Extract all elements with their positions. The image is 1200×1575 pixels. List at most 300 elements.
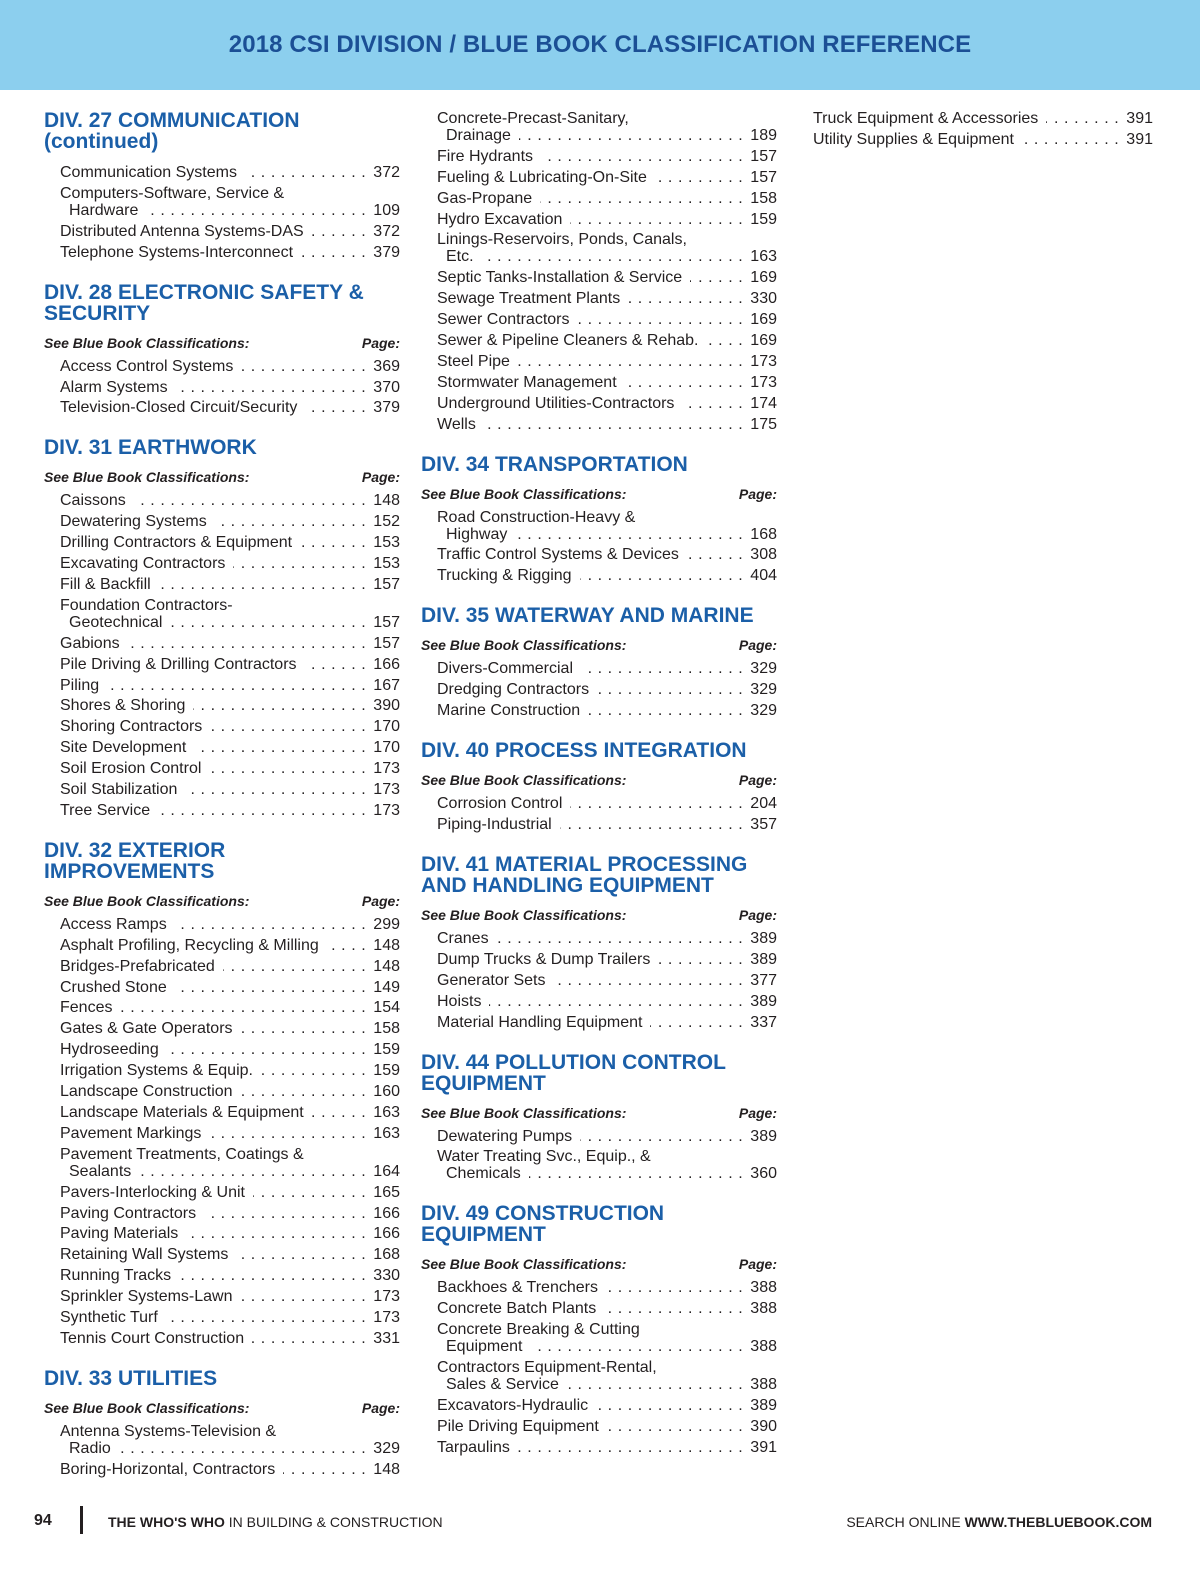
entry-page-number: 173 (373, 781, 400, 799)
entry-row (437, 374, 777, 391)
classification-entry[interactable] (437, 1128, 777, 1145)
division-heading-line: SECURITY (44, 301, 151, 325)
dot-leader (194, 739, 371, 756)
classification-entry[interactable] (437, 353, 777, 370)
classification-entry[interactable] (60, 513, 400, 530)
entry-row (437, 353, 777, 370)
classification-entry[interactable] (437, 374, 777, 391)
entry-label: Shores & Shoring (60, 697, 186, 715)
dot-leader (233, 555, 371, 572)
classification-entry[interactable] (60, 1205, 400, 1222)
classification-entry[interactable] (60, 697, 400, 714)
entry-label: Equipment (446, 1338, 523, 1356)
classification-entry[interactable] (60, 555, 400, 572)
classification-entry[interactable] (437, 416, 777, 433)
entry-page-number: 166 (373, 1204, 400, 1222)
classification-entry[interactable] (437, 148, 777, 165)
entry-row (60, 916, 400, 933)
classification-entry[interactable] (437, 1418, 777, 1435)
entry-page-number: 109 (373, 201, 400, 219)
column-3 (797, 110, 1153, 169)
entry-page-number: 167 (373, 676, 400, 694)
entry-page-number: 388 (750, 1338, 777, 1356)
division-heading (44, 840, 400, 882)
entry-page-number: 389 (750, 930, 777, 948)
classification-entry[interactable] (437, 332, 777, 349)
classification-entry[interactable] (437, 110, 777, 144)
entry-row (60, 1267, 400, 1284)
entry-row (60, 223, 400, 240)
entry-row (437, 972, 777, 989)
entry-row (437, 148, 777, 165)
entry-row (60, 399, 400, 416)
classification-entry[interactable] (437, 951, 777, 968)
entry-row (60, 1083, 400, 1100)
entry-page-number: 169 (750, 332, 777, 350)
entry-label: Site Development (60, 739, 187, 757)
dot-leader (607, 1418, 748, 1435)
entry-row (60, 379, 400, 396)
classification-entry[interactable] (60, 597, 400, 631)
entry-row (60, 164, 400, 181)
entry-label: Marine Construction (437, 702, 581, 720)
classification-entry[interactable] (437, 290, 777, 307)
subhead-page-label: Page: (738, 772, 777, 789)
classification-entry[interactable] (60, 534, 400, 551)
dot-leader (301, 244, 371, 261)
division-heading (421, 740, 777, 761)
classification-entry[interactable] (60, 958, 400, 975)
division-heading-line: DIV. 34 TRANSPORTATION (421, 452, 688, 476)
entry-row (60, 513, 400, 530)
classification-entry[interactable] (60, 185, 400, 219)
classification-entry[interactable] (60, 760, 400, 777)
classification-entry[interactable] (60, 1246, 400, 1263)
entry-label: Concrete Batch Plants (437, 1300, 597, 1318)
dot-leader (204, 1205, 371, 1222)
classification-entry[interactable] (60, 677, 400, 694)
entry-page-number: 175 (750, 415, 777, 433)
entry-page-number: 377 (750, 971, 777, 989)
entry-page-number: 158 (373, 1020, 400, 1038)
classification-entry[interactable] (60, 656, 400, 673)
entry-row (60, 1184, 400, 1201)
division-heading-line: DIV. 32 EXTERIOR IMPROVEMENTS (44, 838, 226, 883)
division-heading (44, 282, 400, 324)
entry-page-number: 152 (373, 513, 400, 531)
entry-page-number: 390 (750, 1417, 777, 1435)
classification-entry[interactable] (437, 1148, 777, 1182)
entry-page-number: 389 (750, 992, 777, 1010)
entry-page-number: 163 (373, 1124, 400, 1142)
entry-label: Gas-Propane (437, 189, 533, 207)
classifications-subhead (421, 771, 777, 789)
dot-leader (581, 660, 748, 677)
entry-row (60, 1330, 400, 1347)
entry-page-number: 329 (750, 660, 777, 678)
entry-page-number: 389 (750, 1127, 777, 1145)
classification-entry[interactable] (60, 1104, 400, 1121)
classification-entry[interactable] (60, 1330, 400, 1347)
dot-leader (223, 958, 372, 975)
entry-label: Alarm Systems (60, 378, 168, 396)
division-heading (421, 1052, 777, 1094)
division-heading (421, 854, 777, 896)
entry-label: Boring-Horizontal, Contractors (60, 1460, 276, 1478)
entry-page-number: 372 (373, 164, 400, 181)
entry-label: Gates & Gate Operators (60, 1020, 233, 1038)
entry-label: Soil Erosion Control (60, 760, 202, 778)
entry-page-number: 149 (373, 978, 400, 996)
classification-entry[interactable] (437, 567, 777, 584)
classifications-subhead (421, 1104, 777, 1122)
classification-entry[interactable] (437, 930, 777, 947)
classification-entry[interactable] (60, 979, 400, 996)
entry-row (60, 979, 400, 996)
classification-entry[interactable] (60, 1309, 400, 1326)
classification-entry[interactable] (437, 816, 777, 833)
subhead-label: See Blue Book Classifications: (421, 485, 627, 502)
entry-page-number: 164 (373, 1162, 400, 1180)
entry-page-number: 189 (750, 127, 777, 144)
subhead-page-label: Page: (738, 1104, 777, 1121)
entry-label: Dewatering Systems (60, 513, 207, 531)
classification-entry[interactable] (437, 972, 777, 989)
footer-divider (80, 1506, 83, 1534)
subhead-page-label: Page: (361, 892, 400, 909)
subhead-label: See Blue Book Classifications: (421, 637, 627, 654)
dot-leader (540, 190, 748, 207)
classification-entry[interactable] (60, 739, 400, 756)
classification-entry[interactable] (60, 379, 400, 396)
entry-label: Retaining Wall Systems (60, 1246, 229, 1264)
entry-page-number: 388 (750, 1279, 777, 1297)
classification-list (44, 164, 400, 261)
classification-entry[interactable] (437, 231, 777, 265)
entry-label: Gabions (60, 634, 120, 652)
entry-label: Sales & Service (446, 1376, 559, 1394)
entry-row (60, 937, 400, 954)
entry-label: Drilling Contractors & Equipment (60, 534, 293, 552)
entry-label: Excavating Contractors (60, 555, 226, 573)
division-heading (421, 454, 777, 475)
entry-page-number: 388 (750, 1300, 777, 1318)
entry-row (437, 311, 777, 328)
classification-entry[interactable] (60, 1083, 400, 1100)
entry-row (813, 131, 1153, 148)
entry-label: Communication Systems (60, 164, 237, 181)
dot-leader (312, 1104, 372, 1121)
publication-name (108, 1514, 443, 1530)
entry-label: Cranes (437, 930, 489, 948)
entry-label: Pavers-Interlocking & Unit (60, 1183, 245, 1201)
entry-page-number: 148 (373, 492, 400, 510)
classification-list (421, 509, 777, 585)
classification-entry[interactable] (60, 802, 400, 819)
entry-row (437, 660, 777, 677)
classification-entry[interactable] (60, 492, 400, 509)
entry-label: Hoists (437, 992, 482, 1010)
division-heading-line: (continued) (44, 130, 159, 153)
classification-entry[interactable] (60, 635, 400, 652)
dot-leader (597, 681, 748, 698)
division-heading-line: DIV. 35 WATERWAY AND MARINE (421, 604, 754, 628)
entry-label: Excavators-Hydraulic (437, 1397, 589, 1415)
dot-leader (529, 1165, 749, 1182)
entry-row (60, 1020, 400, 1037)
classification-entry[interactable] (60, 781, 400, 798)
dot-leader (567, 1376, 748, 1393)
entry-row (60, 760, 400, 777)
entry-page-number: 154 (373, 999, 400, 1017)
dot-leader (519, 127, 748, 144)
entry-label: Landscape Materials & Equipment (60, 1103, 304, 1121)
dot-leader (518, 353, 748, 370)
entry-label: Caissons (60, 492, 126, 510)
entry-page-number: 369 (373, 357, 400, 375)
entry-row (60, 1246, 400, 1263)
dot-leader (482, 248, 749, 265)
entry-row (60, 1309, 400, 1326)
classification-entry[interactable] (813, 131, 1153, 148)
entry-label: Generator Sets (437, 971, 546, 989)
dot-leader (300, 534, 371, 551)
division-heading-line: DIV. 41 MATERIAL PROCESSING (421, 853, 748, 877)
entry-page-number: 389 (750, 1397, 777, 1415)
subhead-page-label: Page: (738, 907, 777, 924)
classification-entry[interactable] (60, 937, 400, 954)
division-section (797, 110, 1153, 148)
entry-page-number: 153 (373, 555, 400, 573)
classification-entry[interactable] (60, 1125, 400, 1142)
entry-page-number: 357 (750, 816, 777, 834)
classification-entry[interactable] (437, 395, 777, 412)
entry-label: Dewatering Pumps (437, 1127, 573, 1145)
classification-entry[interactable] (437, 681, 777, 698)
entry-label: Highway (446, 525, 508, 543)
division-heading (44, 1368, 400, 1389)
entry-row (60, 697, 400, 714)
classification-entry[interactable] (437, 1014, 777, 1031)
classification-entry[interactable] (60, 576, 400, 593)
classification-list (421, 660, 777, 719)
entry-label: Sewer & Pipeline Cleaners & Rehab. (437, 332, 699, 350)
column-2 (421, 110, 777, 1477)
entry-page-number: 204 (750, 795, 777, 813)
classification-entry[interactable] (60, 916, 400, 933)
subhead-label: See Blue Book Classifications: (421, 907, 627, 924)
entry-label: Tree Service (60, 801, 151, 819)
entry-row (60, 202, 400, 219)
entry-row (437, 681, 777, 698)
classification-entry[interactable] (60, 244, 400, 261)
dot-leader (175, 916, 372, 933)
entry-page-number: 163 (750, 248, 777, 266)
entry-row (437, 993, 777, 1010)
entry-label: Hydro Excavation (437, 210, 563, 228)
entry-row (60, 635, 400, 652)
classification-entry[interactable] (437, 993, 777, 1010)
entry-row (60, 999, 400, 1016)
subhead-page-label: Page: (361, 469, 400, 486)
classification-entry[interactable] (60, 718, 400, 735)
dot-leader (518, 1439, 748, 1456)
classifications-subhead (44, 1399, 400, 1417)
classification-entry[interactable] (60, 1423, 400, 1457)
dot-leader (253, 1184, 371, 1201)
subhead-page-label: Page: (738, 1256, 777, 1273)
dot-leader (625, 374, 749, 391)
classifications-subhead (44, 468, 400, 486)
entry-page-number: 163 (373, 1103, 400, 1121)
entry-label: Antenna Systems-Television & (60, 1422, 277, 1440)
dot-leader (606, 1279, 748, 1296)
dot-leader (312, 223, 372, 240)
entry-page-number: 159 (373, 1041, 400, 1059)
division-heading-line: DIV. 33 UTILITIES (44, 1366, 218, 1390)
classification-entry[interactable] (60, 1062, 400, 1079)
classification-entry[interactable] (437, 546, 777, 563)
entry-row (60, 492, 400, 509)
division-heading (421, 1203, 777, 1245)
entry-label: Wells (437, 415, 476, 433)
division-heading-line: DIV. 31 EARTHWORK (44, 436, 257, 460)
entry-row (437, 526, 777, 543)
entry-page-number: 157 (373, 613, 400, 631)
classification-list (421, 795, 777, 833)
entry-page-number: 330 (750, 290, 777, 308)
entry-label: Fueling & Lubricating-On-Site (437, 168, 647, 186)
entry-row (437, 951, 777, 968)
classification-entry[interactable] (437, 1300, 777, 1317)
website-link[interactable]: WWW.THEBLUEBOOK.COM (964, 1514, 1152, 1530)
entry-label: Crushed Stone (60, 978, 167, 996)
classification-entry[interactable] (60, 164, 400, 181)
classification-list (44, 492, 400, 818)
entry-page-number: 389 (750, 950, 777, 968)
classification-entry[interactable] (437, 190, 777, 207)
entry-label: Dump Trucks & Dump Trailers (437, 950, 651, 968)
entry-row (437, 416, 777, 433)
entry-label: Pile Driving & Drilling Contractors (60, 655, 297, 673)
entry-row (437, 1128, 777, 1145)
classification-entry[interactable] (437, 795, 777, 812)
dot-leader (497, 930, 749, 947)
entry-page-number: 148 (373, 1460, 400, 1478)
column-1 (44, 110, 400, 1499)
entry-label: Soil Stabilization (60, 781, 178, 799)
page-footer (0, 1506, 1200, 1536)
entry-row (437, 269, 777, 286)
entry-page-number: 166 (373, 1225, 400, 1243)
classification-entry[interactable] (60, 1225, 400, 1242)
entry-page-number: 170 (373, 718, 400, 736)
classification-entry[interactable] (437, 1397, 777, 1414)
classification-entry[interactable] (60, 1267, 400, 1284)
classification-entry[interactable] (60, 1020, 400, 1037)
dot-leader (628, 290, 748, 307)
classification-entry[interactable] (60, 399, 400, 416)
classification-entry[interactable] (60, 1041, 400, 1058)
division-section (421, 1052, 777, 1183)
entry-label: Tennis Court Construction (60, 1329, 245, 1347)
entry-page-number: 391 (750, 1438, 777, 1456)
classification-entry[interactable] (60, 1461, 400, 1478)
dot-leader (175, 979, 372, 996)
classification-entry[interactable] (437, 211, 777, 228)
classification-entry[interactable] (60, 1288, 400, 1305)
classification-entry[interactable] (813, 110, 1153, 127)
entry-label: Pile Driving Equipment (437, 1417, 599, 1435)
division-heading-line: EQUIPMENT (421, 1223, 546, 1247)
classification-entry[interactable] (437, 660, 777, 677)
classification-entry[interactable] (60, 999, 400, 1016)
entry-row (60, 358, 400, 375)
entry-row (437, 1338, 777, 1355)
entry-row (437, 930, 777, 947)
classification-entry[interactable] (60, 1184, 400, 1201)
dot-leader (119, 1440, 371, 1457)
classification-entry[interactable] (437, 702, 777, 719)
dot-leader (107, 677, 371, 694)
search-online-label: SEARCH ONLINE (846, 1514, 965, 1530)
classification-entry[interactable] (60, 223, 400, 240)
entry-label: Telephone Systems-Interconnect (60, 243, 294, 261)
division-section (421, 110, 777, 433)
classification-list (421, 1128, 777, 1183)
classification-entry[interactable] (437, 1321, 777, 1355)
classification-entry[interactable] (437, 1439, 777, 1456)
subhead-page-label: Page: (361, 334, 400, 351)
page-title: 2018 CSI DIVISION / BLUE BOOK CLASSIFICATION REFERENCE (228, 31, 972, 58)
entry-label: Road Construction-Heavy & (437, 508, 636, 526)
classification-entry[interactable] (437, 169, 777, 186)
classification-list (44, 358, 400, 417)
entry-label: Fill & Backfill (60, 576, 151, 594)
dot-leader (484, 416, 748, 433)
division-section (44, 282, 400, 417)
entry-row (437, 1418, 777, 1435)
dot-leader (261, 1062, 371, 1079)
search-online (846, 1514, 1152, 1530)
classifications-subhead (44, 892, 400, 910)
entry-row (437, 127, 777, 144)
classification-entry[interactable] (437, 311, 777, 328)
dot-leader (560, 816, 749, 833)
entry-row (437, 1279, 777, 1296)
classifications-subhead (421, 636, 777, 654)
entry-row (60, 656, 400, 673)
entry-row (437, 211, 777, 228)
subhead-label: See Blue Book Classifications: (421, 772, 627, 789)
classification-entry[interactable] (437, 1279, 777, 1296)
entry-row (60, 1205, 400, 1222)
classification-entry[interactable] (60, 1146, 400, 1180)
entry-row (437, 1300, 777, 1317)
classification-entry[interactable] (437, 269, 777, 286)
classification-entry[interactable] (437, 1359, 777, 1393)
entry-label: Asphalt Profiling, Recycling & Milling (60, 936, 319, 954)
dot-leader (210, 718, 371, 735)
entry-page-number: 308 (750, 546, 777, 564)
entry-row (60, 1225, 400, 1242)
classification-entry[interactable] (60, 358, 400, 375)
classification-list (44, 1423, 400, 1478)
division-section (421, 605, 777, 719)
division-section (44, 1368, 400, 1478)
classification-entry[interactable] (437, 509, 777, 543)
entry-row (437, 795, 777, 812)
